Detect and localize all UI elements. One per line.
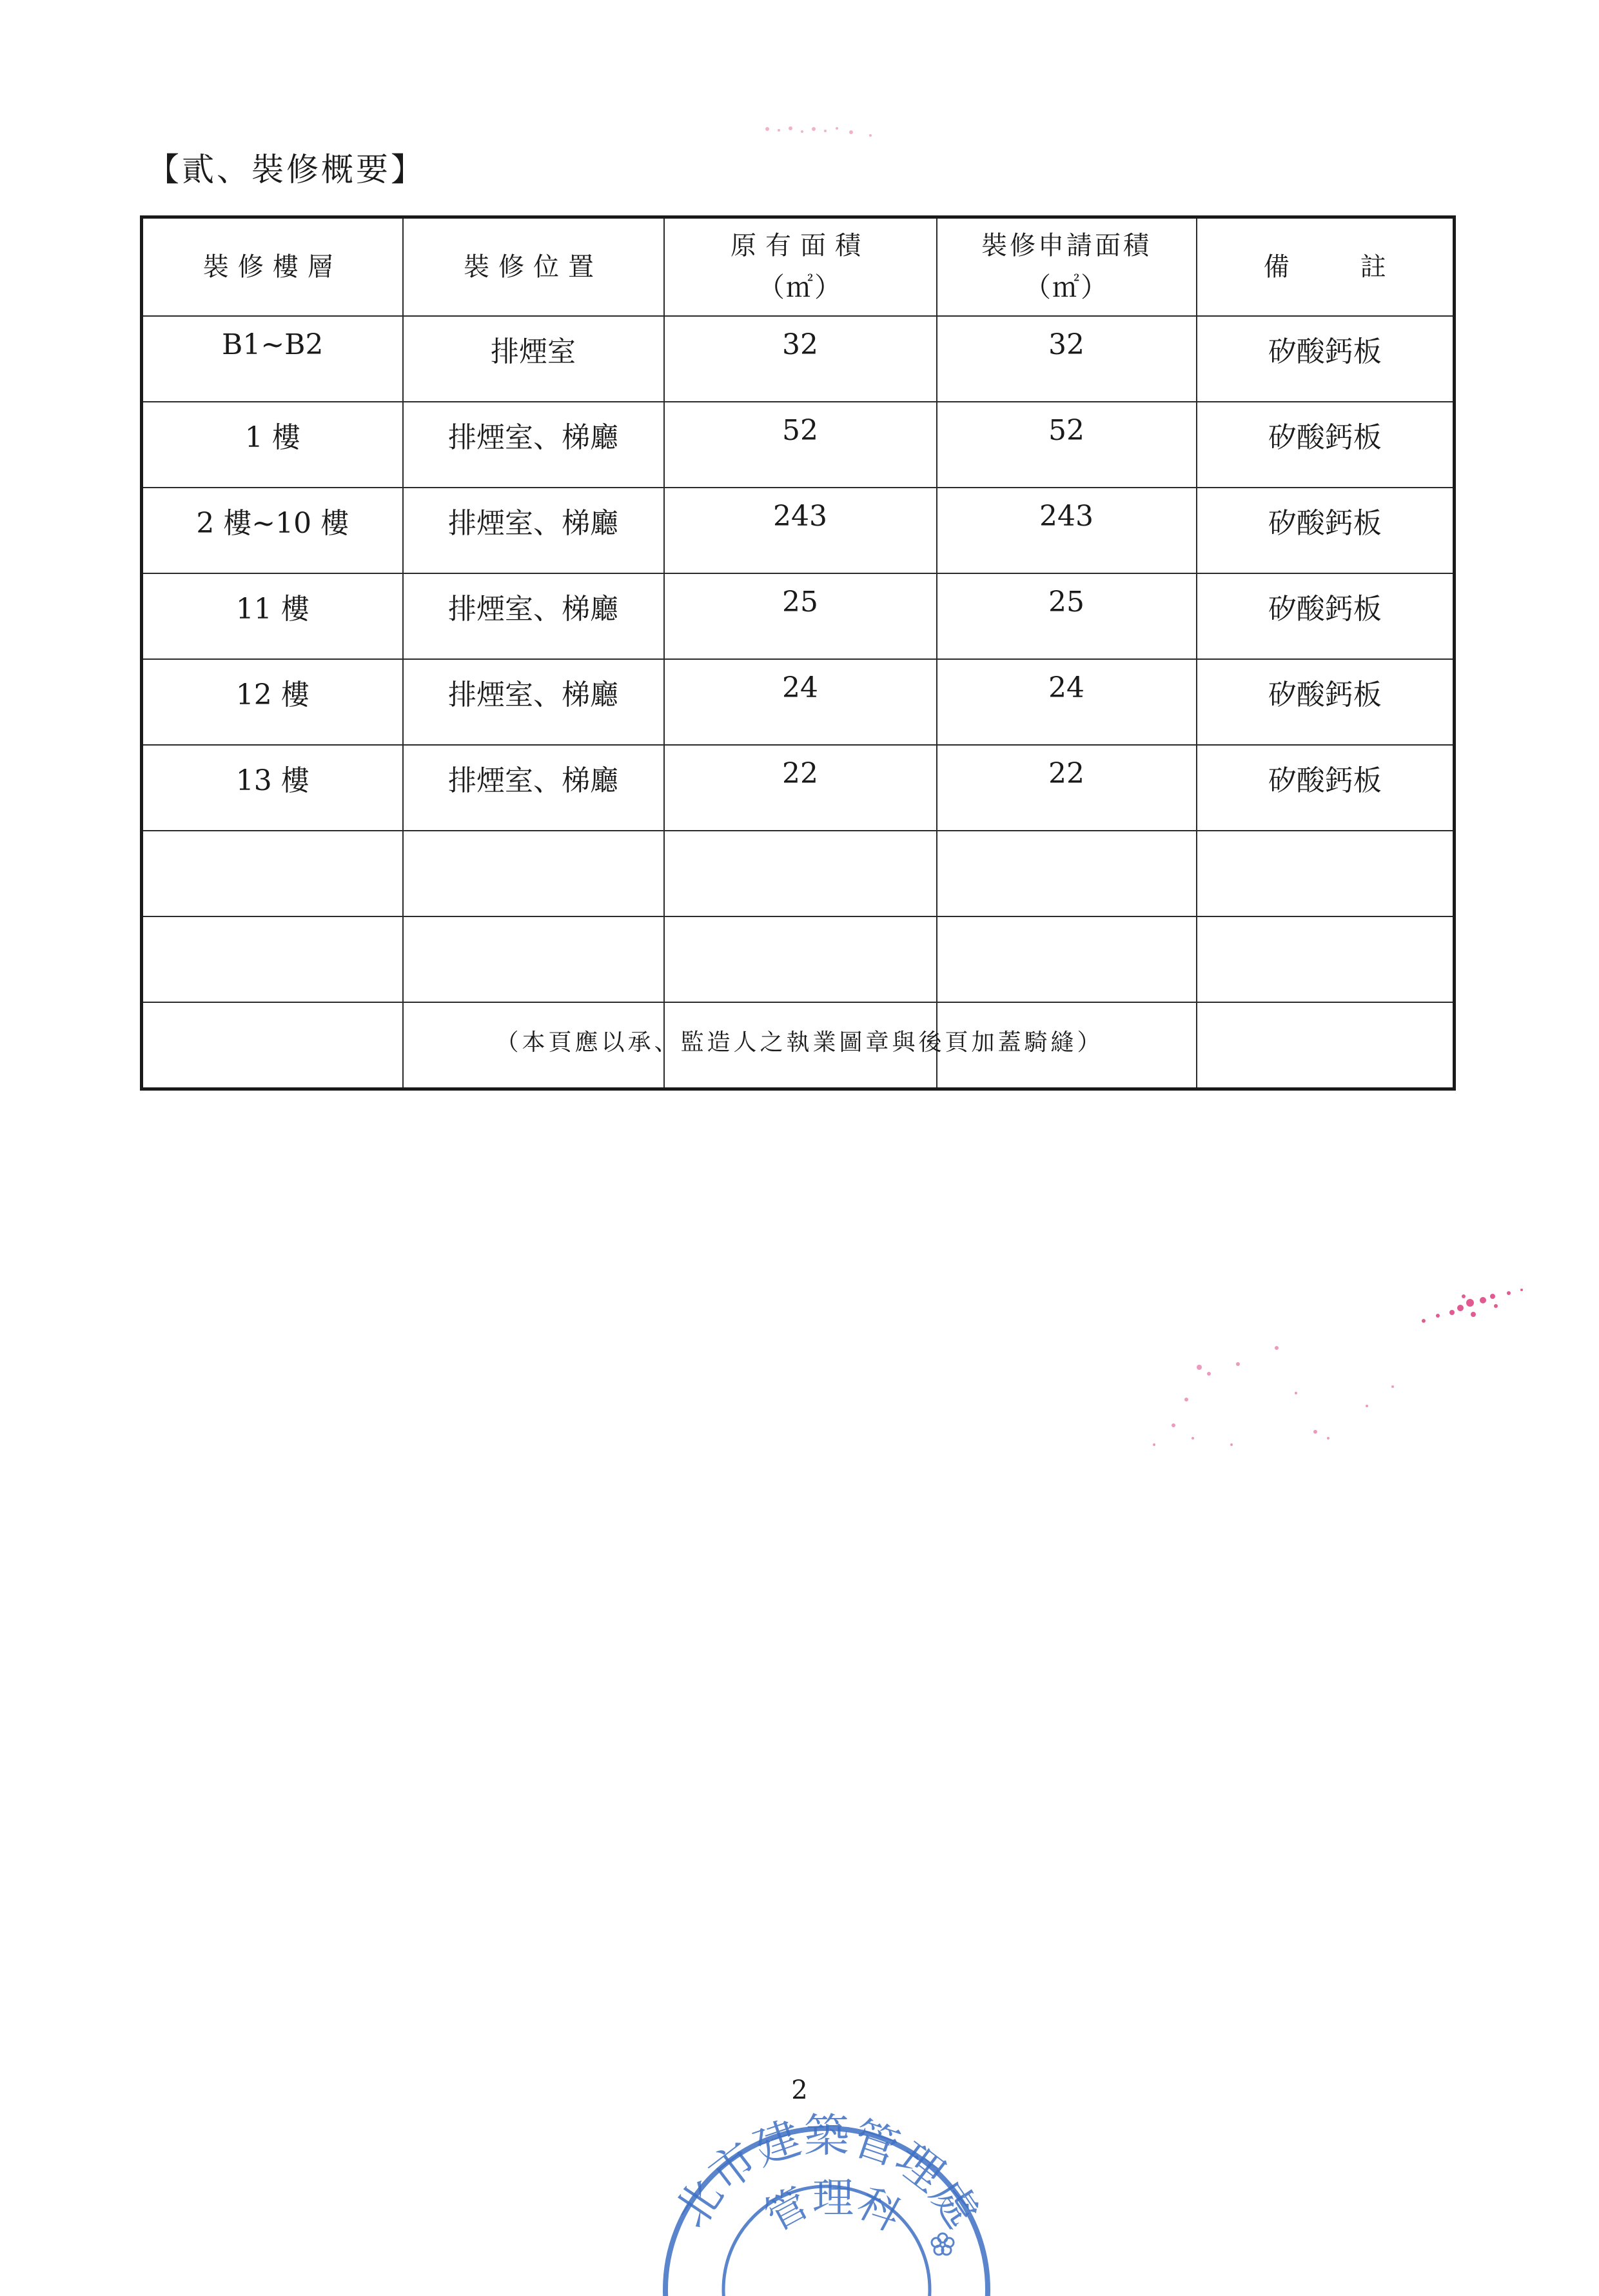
cell-remarks: 矽酸鈣板 <box>1197 402 1455 488</box>
seal-inner-text: 管理科 <box>757 2175 909 2241</box>
cell-floor: B1~B2 <box>142 316 403 402</box>
cell-location: 排煙室、梯廳 <box>403 745 664 831</box>
cell-location: 排煙室 <box>403 316 664 402</box>
table-row-empty <box>142 831 1455 916</box>
cell-location: 排煙室、梯廳 <box>403 659 664 745</box>
cell-original-area: 22 <box>664 745 937 831</box>
cell-location: 排煙室、梯廳 <box>403 402 664 488</box>
cell-location: 排煙室、梯廳 <box>403 573 664 659</box>
header-location: 裝修位置 <box>403 217 664 317</box>
cell-floor: 13 樓 <box>142 745 403 831</box>
seal-instruction-note: （本頁應以承、監造人之執業圖章與後頁加蓋騎縫） <box>495 1029 1104 1056</box>
plum-blossom-icon <box>932 2233 954 2255</box>
ink-smudge-top <box>761 116 916 155</box>
cell-applied-area <box>937 916 1197 1002</box>
cell-location <box>403 831 664 916</box>
cell-applied-area: 25 <box>937 573 1197 659</box>
header-applied-area-unit: （㎡） <box>1023 271 1109 303</box>
renovation-summary-table <box>140 215 1456 1091</box>
cell-original-area: 25 <box>664 573 937 659</box>
cell-applied-area <box>937 831 1197 916</box>
section-title: 【貳、裝修概要】 <box>147 151 426 188</box>
cell-location <box>403 916 664 1002</box>
cell-original-area: 243 <box>664 488 937 573</box>
cell-applied-area: 32 <box>937 316 1197 402</box>
cell-remarks <box>1197 831 1455 916</box>
table-row <box>142 573 1455 659</box>
cell-location: 排煙室、梯廳 <box>403 488 664 573</box>
cell-floor <box>142 831 403 916</box>
cell-applied-area: 243 <box>937 488 1197 573</box>
cell-floor: 2 樓~10 樓 <box>142 488 403 573</box>
cell-original-area <box>664 916 937 1002</box>
table-row <box>142 402 1455 488</box>
cell-applied-area: 22 <box>937 745 1197 831</box>
header-floor: 裝修樓層 <box>142 217 403 317</box>
cell-floor: 12 樓 <box>142 659 403 745</box>
official-seal <box>652 2103 1001 2296</box>
cell-original-area <box>664 831 937 916</box>
cell-floor: 11 樓 <box>142 573 403 659</box>
table-row <box>142 316 1455 402</box>
cell-remarks: 矽酸鈣板 <box>1197 488 1455 573</box>
cell-applied-area: 52 <box>937 402 1197 488</box>
header-original-area-unit: （㎡） <box>757 271 843 303</box>
cell-remarks: 矽酸鈣板 <box>1197 745 1455 831</box>
header-remarks: 備 註 <box>1197 217 1455 317</box>
header-applied-area: 裝修申請面積 （㎡） <box>937 217 1197 317</box>
page-number: 2 <box>791 2075 808 2105</box>
cell-remarks: 矽酸鈣板 <box>1197 573 1455 659</box>
cell-remarks <box>1197 916 1455 1002</box>
cell-floor: 1 樓 <box>142 402 403 488</box>
table-row <box>142 659 1455 745</box>
ink-smudge-right <box>1135 1277 1535 1470</box>
table-row <box>142 488 1455 573</box>
table-row-empty <box>142 916 1455 1002</box>
cell-floor <box>142 916 403 1002</box>
cell-remarks: 矽酸鈣板 <box>1197 659 1455 745</box>
cell-original-area: 32 <box>664 316 937 402</box>
cell-original-area: 52 <box>664 402 937 488</box>
table-row <box>142 745 1455 831</box>
cell-original-area: 24 <box>664 659 937 745</box>
cell-remarks: 矽酸鈣板 <box>1197 316 1455 402</box>
table-header-row <box>142 217 1455 317</box>
seal-outer-text: 北市建築管理處 <box>664 2109 989 2237</box>
header-original-area: 原有面積 （㎡） <box>664 217 937 317</box>
cell-applied-area: 24 <box>937 659 1197 745</box>
